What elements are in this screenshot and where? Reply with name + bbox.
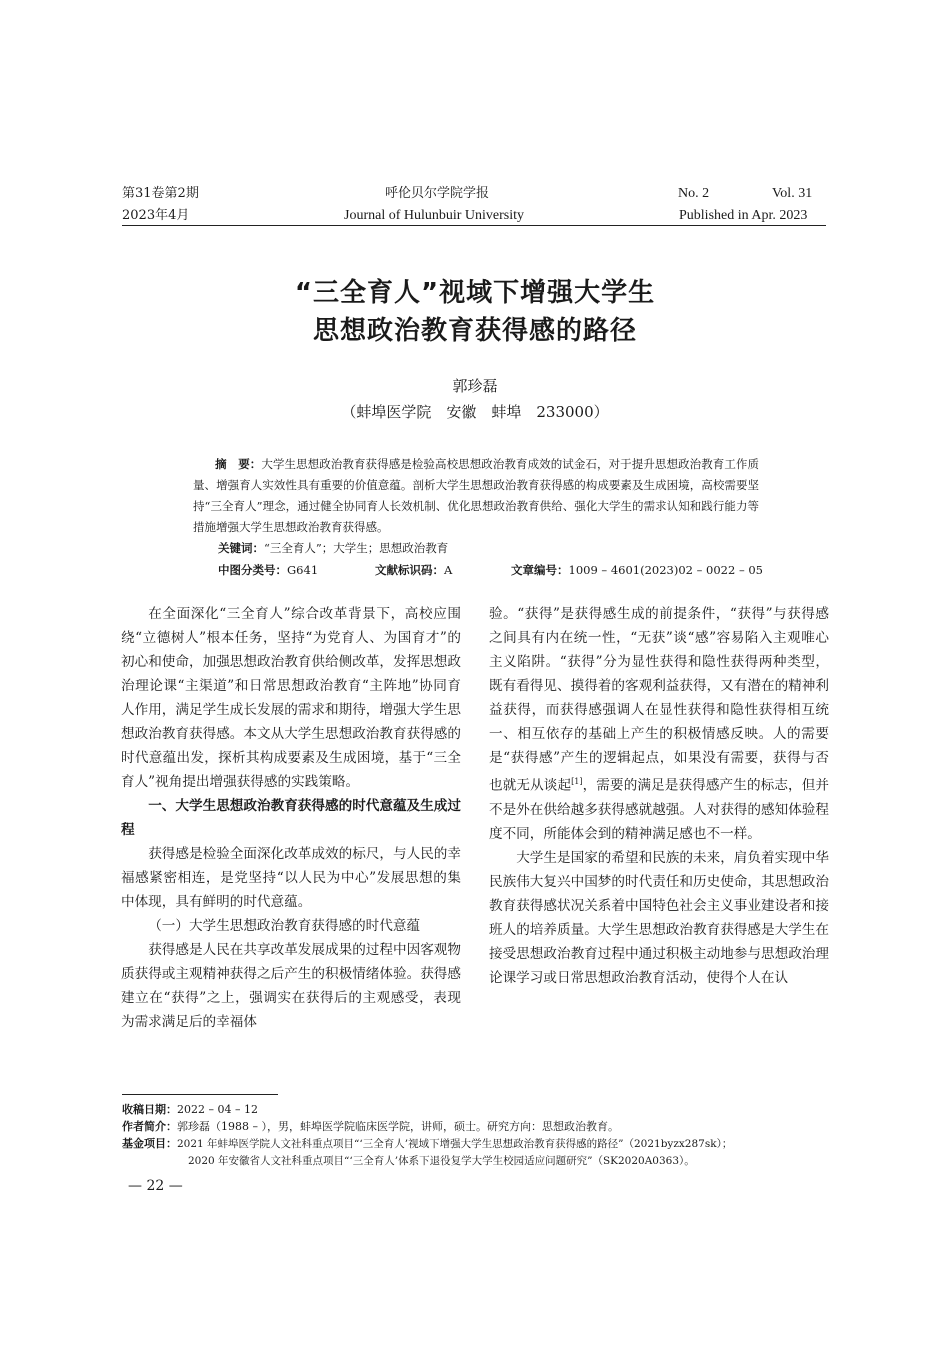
paragraph: 验。“获得”是获得感生成的前提条件，“获得”与获得感之间具有内在统一性，“无获”谈“感”容易陷入主观唯心主义陷阱。“获得”分为显性获得和隐性获得两种类型，既有看得见、摸得着的客观利益获得，又有潜在的精神利益获得，而获得感强调人在显性获得和隐性获得相互统一、相互依存的基础上产生的积极情感反映。人的需要是“获得感”产生的逻辑起点，如果没有需要，获得与否也就无从谈起[1]，需要的满足是获得感产生的标志，但并不是外在供给越多获得感就越强。人对获得的感知体验程度不同，所能体会到的精神满足感也不一样。 <box>489 606 830 842</box>
keywords-label: 关键词： <box>218 541 264 555</box>
article-number: 文章编号：1009 – 4601(2023)02 – 0022 – 05 <box>511 563 763 577</box>
header-journal-en: Journal of Hulunbuir University <box>344 208 525 223</box>
document-code: 文献标识码：A <box>375 563 453 577</box>
section-heading: 一、大学生思想政治教育获得感的时代意蕴及生成过程 <box>121 798 461 838</box>
footnote-rule <box>122 1094 278 1095</box>
header-volume-en: Vol. 31 <box>772 186 813 201</box>
header-volume: 第31卷第2期 <box>122 186 199 201</box>
received-date: 收稿日期：2022 – 04 – 12 <box>122 1103 258 1116</box>
body-left-column <box>121 602 461 1034</box>
header-rule <box>122 225 826 226</box>
keywords <box>218 538 448 559</box>
paragraph: 获得感是检验全面深化改革成效的标尺，与人民的幸福感紧密相连，是党坚持“以人民为中心”发展思想的集中体现，具有鲜明的时代意蕴。 <box>121 846 461 910</box>
abstract <box>193 454 759 538</box>
header-published: Published in Apr. 2023 <box>679 208 808 223</box>
footnotes <box>122 1101 828 1170</box>
paragraph: 在全面深化“三全育人”综合改革背景下，高校应围绕“立德树人”根本任务，坚持“为党育人、为国育才”的初心和使命，加强思想政治教育供给侧改革，发挥思想政治理论课“主渠道”和日常思想政治教育“主阵地”协同育人作用，满足学生成长发展的需求和期待，增强大学生思想政治教育获得感。本文从大学生思想政治教育获得感的时代意蕴出发，探析其构成要素及生成困境，基于“三全育人”视角提出增强获得感的实践策略。 <box>121 606 461 790</box>
fund-project: 基金项目：2021 年蚌埠医学院人文社科重点项目“‘三全育人’视域下增强大学生思想政治教育获得感的路径”（2021byzx287sk）； <box>122 1137 733 1150</box>
abstract-text: 大学生思想政治教育获得感是检验高校思想政治教育成效的试金石，对于提升思想政治教育工作质量、增强育人实效性具有重要的价值意蕴。剖析大学生思想政治教育获得感的构成要素及生成困境，高校需要坚持“三全育人”理念，通过健全协同育人长效机制、优化思想政治教育供给、强化大学生的需求认知和践行能力等措施增强大学生思想政治教育获得感。 <box>193 457 759 534</box>
abstract-label: 摘 要： <box>215 457 262 471</box>
article-title-line2: 思想政治教育获得感的路径 <box>312 316 637 346</box>
paragraph: 获得感是人民在共享改革发展成果的过程中因客观物质获得或主观精神获得之后产生的积极情绪体验。获得感建立在“获得”之上，强调实在获得后的主观感受，表现为需求满足后的幸福体 <box>121 942 461 1030</box>
author-bio: 作者简介：郭珍磊（1988 – ），男，蚌埠医学院临床医学院，讲师，硕士。研究方向：思想政治教育。 <box>122 1120 619 1133</box>
citation-ref: [1] <box>571 777 583 786</box>
header-journal-cn: 呼伦贝尔学院学报 <box>385 186 490 201</box>
paragraph: 大学生是国家的希望和民族的未来，肩负着实现中华民族伟大复兴中国梦的时代责任和历史使命，其思想政治教育获得感状况关系着中国特色社会主义事业建设者和接班人的培养质量。大学生思想政治教育获得感是大学生在接受思想政治教育过程中通过积极主动地参与思想政治理论课学习或日常思想政治教育活动，使得个人在认 <box>489 849 829 986</box>
body-right-column <box>489 602 829 990</box>
subsection-heading: （一）大学生思想政治教育获得感的时代意蕴 <box>148 918 421 934</box>
article-title-line1: “三全育人”视域下增强大学生 <box>294 278 656 308</box>
page-number: — 22 — <box>128 1178 183 1194</box>
fund-project-2: 2020 年安徽省人文社科重点项目“‘三全育人’体系下退役复学大学生校园适应问题研究”（SK2020A0363）。 <box>188 1155 695 1167</box>
header-date: 2023年4月 <box>122 208 190 223</box>
clc-number: 中图分类号：G641 <box>218 563 319 577</box>
keywords-text: “三全育人”；大学生；思想政治教育 <box>264 541 449 555</box>
author-affiliation: （蚌埠医学院 安徽 蚌埠 233000） <box>341 403 609 421</box>
header-issue-no: No. 2 <box>678 186 710 201</box>
author-name: 郭珍磊 <box>452 377 498 395</box>
